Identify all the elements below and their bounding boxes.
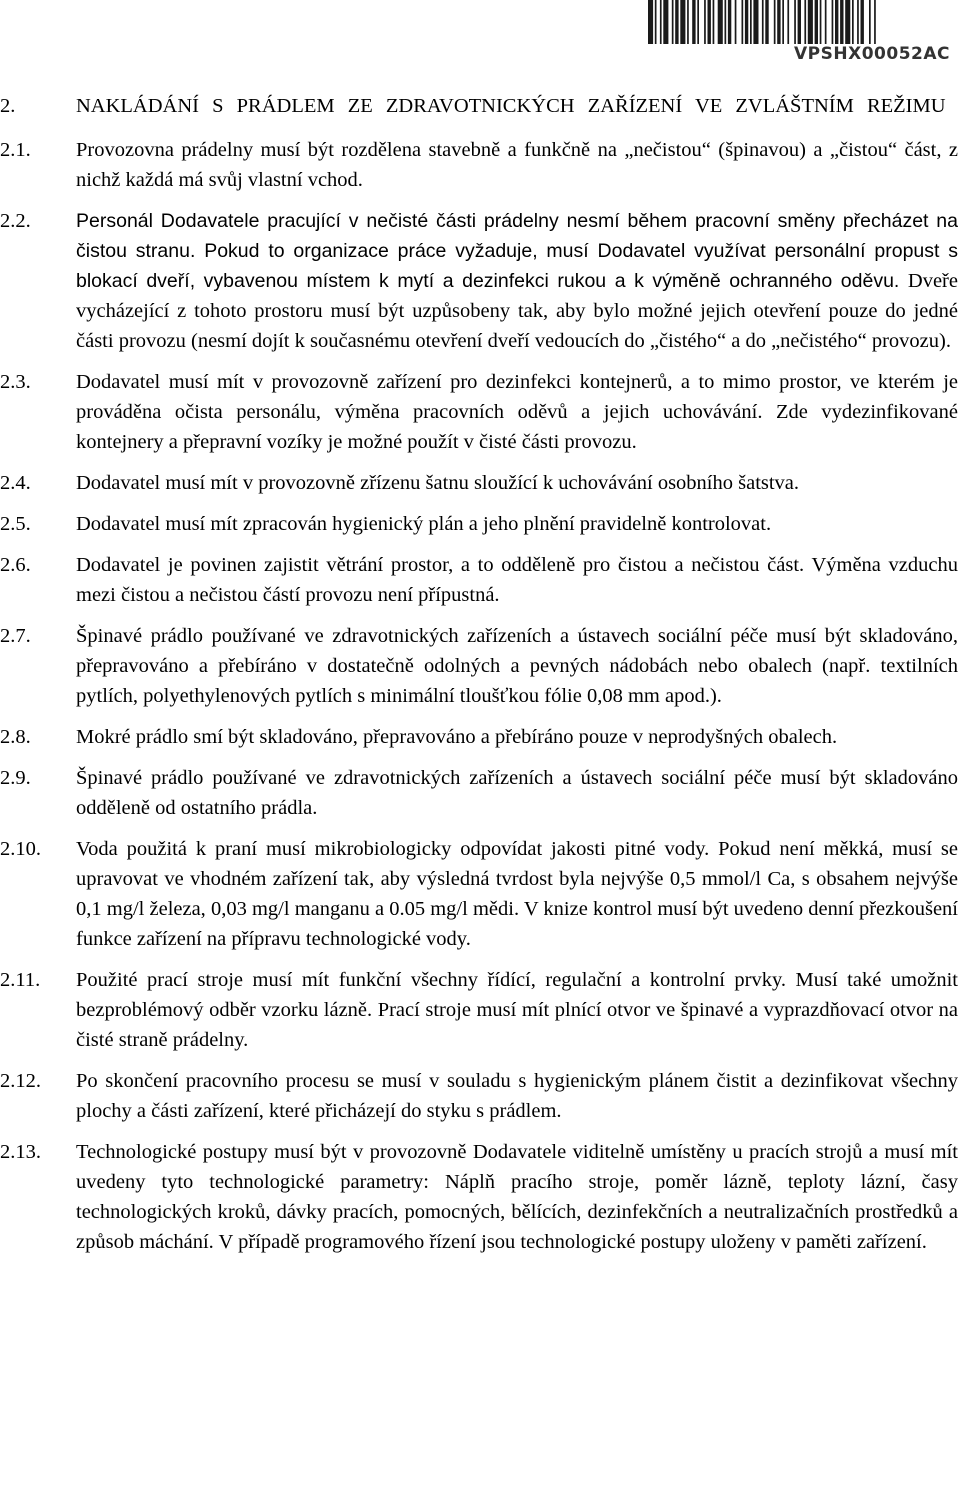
paragraph-item <box>0 722 958 752</box>
barcode-bar <box>742 0 744 44</box>
barcode-bar <box>798 0 801 44</box>
barcode-bar <box>728 0 731 44</box>
paragraph-number: 2.13. <box>0 1141 41 1163</box>
barcode-bar <box>648 0 653 44</box>
barcode-bar <box>832 0 834 44</box>
barcode-bar <box>660 0 662 44</box>
barcode-bar <box>835 0 838 44</box>
paragraph-item <box>0 834 958 954</box>
paragraph-item <box>0 965 958 1055</box>
barcode-bar <box>697 0 699 44</box>
barcode-bar <box>774 0 776 44</box>
barcode-bar <box>869 0 871 44</box>
barcode-bar <box>820 0 822 44</box>
paragraph-text <box>76 722 958 752</box>
paragraph-text <box>76 621 958 711</box>
section-heading <box>0 92 958 121</box>
barcode-bar <box>692 0 695 44</box>
paragraph-number: 2.4. <box>0 472 31 494</box>
paragraph-number: 2.8. <box>0 726 31 748</box>
paragraph-number: 2.6. <box>0 554 31 576</box>
paragraph-item <box>0 763 958 823</box>
paragraph-text-run: Personál Dodavatele pracující v nečisté části prádelny nesmí během pracovní směny přecházet na čistou stranu. <box>76 210 958 262</box>
barcode-bar <box>861 0 864 44</box>
paragraph-text <box>76 550 958 610</box>
paragraph-text-run: Dodavatel musí mít zpracován hygienický plán a jeho plnění pravidelně kontrolovat. <box>76 513 772 535</box>
paragraph-item <box>0 550 958 610</box>
paragraph-text-run: Špinavé prádlo používané ve zdravotnických zařízeních a ústavech sociální péče musí být skladováno odděleně od ostatního prádla. <box>76 767 958 819</box>
paragraph-item <box>0 135 958 195</box>
paragraph-text-run: Použité prací stroje musí mít funkční všechny řídící, regulační a kontrolní prvky. Musí také umožnit bezproblémový odběr vzorku lázně. Prací stroje musí mít plnící otvor ve špinavé a vyprazdňovací otvor na čisté straně prádelny. <box>76 969 958 1051</box>
barcode-bar <box>750 0 752 44</box>
paragraph-text-run: Pokud to organizace práce vyžaduje, musí Dodavatel využívat personální propust s blokací dveří, vybavenou místem k mytí a dezinfekci rukou a k výměně ochranného oděvu. <box>76 240 958 292</box>
barcode-image <box>646 0 956 44</box>
barcode-bar <box>840 0 843 44</box>
paragraph-item <box>0 621 958 711</box>
barcode-bar <box>808 0 813 44</box>
barcode-bar <box>725 0 727 44</box>
paragraph-text-run: Dodavatel je povinen zajistit větrání prostor, a to odděleně pro čistou a nečistou část. Výměna vzduchu mezi čistou a nečistou částí provozu není přípustná. <box>76 554 958 606</box>
paragraph-text-run: Dodavatel musí mít v provozovně zřízenu šatnu sloužící k uchovávání osobního šatstva. <box>76 472 800 494</box>
barcode-bar <box>794 0 796 44</box>
paragraph-text-run: Provozovna prádelny musí být rozdělena stavebně a funkčně na „nečistou“ (špinavou) a „čistou“ část, z nichž každá má svůj vlastní vchod. <box>76 139 958 191</box>
paragraph-text-run: Po skončení pracovního procesu se musí v souladu s hygienickým plánem čistit a dezinfikovat všechny plochy a části zařízení, které přicházejí do styku s prádlem. <box>76 1070 958 1122</box>
paragraph-text-run: Dodavatel musí mít v provozovně zařízení pro dezinfekci kontejnerů, a to mimo prostor, ve kterém je prováděna očista personálu, výměna pracovních oděvů a jejich uchovávání. Zde vydezinfikované kontejnery a přepravní vozíky je možné použít v čisté části provozu. <box>76 371 958 453</box>
barcode-bar <box>713 0 715 44</box>
paragraph-text <box>76 1066 958 1126</box>
barcode-bar <box>845 0 850 44</box>
barcode-bar <box>815 0 818 44</box>
paragraph-text-run: Voda použitá k praní musí mikrobiologicky odpovídat jakosti pitné vody. Pokud není měkká, musí se upravovat ve vhodném zařízení tak, aby výsledná tvrdost byla nejvýše 0,5 mmol/l Ca, s obsahem nejvýše 0,1 mg/l železa, 0,03 mg/l manganu a 0.05 mg/l mědi. V knize kontrol musí být uvedeno denní přezkoušení funkce zařízení na přípravu technologické vody. <box>76 838 958 950</box>
paragraph-text <box>76 509 958 539</box>
paragraph-number: 2.5. <box>0 513 31 535</box>
barcode-bar <box>762 0 764 44</box>
paragraph-text <box>76 965 958 1055</box>
barcode-bar <box>782 0 784 44</box>
paragraph-item <box>0 1066 958 1126</box>
paragraph-text-run: Špinavé prádlo používané ve zdravotnických zařízeních a ústavech sociální péče musí být skladováno, přepravováno a přebíráno v dostatečně odolných a pevných nádobách nebo obalech (např. textilních pytlích, polyethylenových pytlích s minimální tloušťkou fólie 0,08 mm apod.). <box>76 625 958 707</box>
barcode-bar <box>753 0 758 44</box>
paragraph-number: 2.2. <box>0 210 31 232</box>
paragraph-number: 2.9. <box>0 767 31 789</box>
paragraph-item <box>0 1137 958 1257</box>
barcode-bar <box>704 0 706 44</box>
paragraph-item <box>0 509 958 539</box>
barcode-bar <box>852 0 854 44</box>
paragraph-text <box>76 367 958 457</box>
paragraph-text <box>76 206 958 356</box>
paragraph-text <box>76 763 958 823</box>
document-barcode <box>646 0 956 68</box>
paragraph-item <box>0 468 958 498</box>
barcode-bar <box>675 0 678 44</box>
barcode-bar <box>708 0 711 44</box>
paragraph-number: 2.1. <box>0 139 31 161</box>
section-number: 2. <box>0 95 16 117</box>
barcode-bar <box>777 0 780 44</box>
paragraph-number: 2.7. <box>0 625 31 647</box>
paragraph-number: 2.10. <box>0 838 41 860</box>
paragraph-text-run: Dveře vycházející z tohoto prostoru musí být uzpůsobeny tak, aby bylo možné jejich otevření pouze do jedné části provozu (nesmí dojít k současnému otevření dveří vedoucích do „čistého“ a do „nečistého“ provozu). <box>76 270 958 352</box>
barcode-bar <box>718 0 723 44</box>
paragraph-text <box>76 135 958 195</box>
paragraph-text-run: Mokré prádlo smí být skladováno, přepravováno a přebíráno pouze v neprodyšných obalech. <box>76 726 838 748</box>
barcode-bar <box>745 0 748 44</box>
paragraph-number: 2.3. <box>0 371 31 393</box>
barcode-bar <box>787 0 789 44</box>
paragraph-list <box>0 135 958 1257</box>
barcode-bar <box>857 0 859 44</box>
paragraph-number: 2.12. <box>0 1070 41 1092</box>
barcode-code: VPSHX00052AC <box>794 44 950 64</box>
barcode-bar <box>825 0 827 44</box>
barcode-bar <box>687 0 689 44</box>
paragraph-item <box>0 367 958 457</box>
document-body <box>0 92 958 1268</box>
paragraph-text <box>76 834 958 954</box>
paragraph-text <box>76 468 958 498</box>
barcode-bar <box>672 0 674 44</box>
barcode-bar <box>655 0 657 44</box>
paragraph-number: 2.11. <box>0 969 41 991</box>
barcode-bar <box>804 0 806 44</box>
paragraph-text <box>76 1137 958 1257</box>
paragraph-text-run: Technologické postupy musí být v provozovně Dodavatele viditelně umístěny u pracích strojů a musí mít uvedeny tyto technologické parametry: Náplň pracího stroje, poměr lázně, teploty lázní, časy technologických kroků, dávky pracích, pomocných, bělících, dezinfekčních a neutralizačních prostředků a způsob máchání. V případě programového řízení jsou technologické postupy uloženy v paměti zařízení. <box>76 1141 958 1253</box>
barcode-bar <box>680 0 685 44</box>
paragraph-item <box>0 206 958 356</box>
barcode-bar <box>874 0 876 44</box>
barcode-bar <box>765 0 768 44</box>
barcode-bar <box>735 0 737 44</box>
barcode-bar <box>663 0 668 44</box>
section-title: NAKLÁDÁNÍ S PRÁDLEM ZE ZDRAVOTNICKÝCH ZAŘÍZENÍ VE ZVLÁŠTNÍM REŽIMU <box>76 95 946 117</box>
